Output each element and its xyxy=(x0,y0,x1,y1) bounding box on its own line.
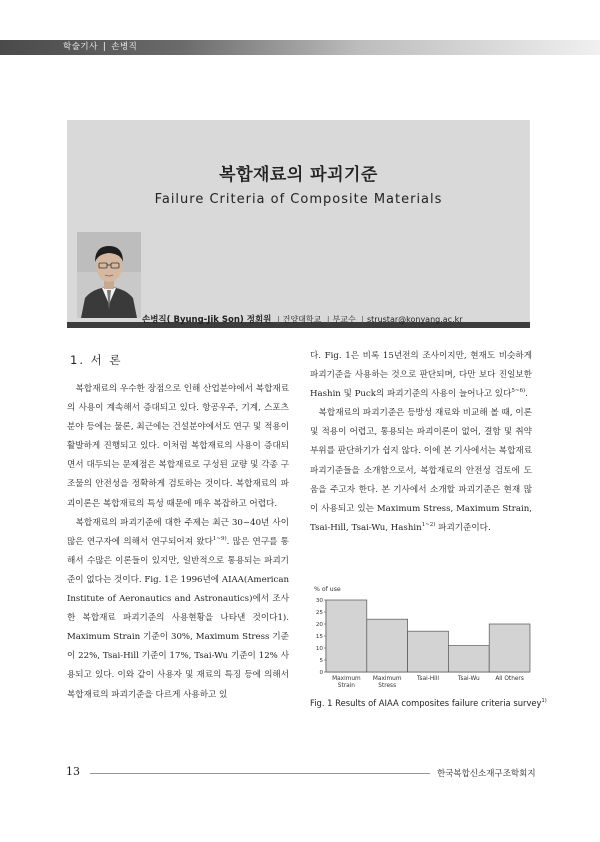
bar xyxy=(489,624,530,672)
author-separator-1: | xyxy=(276,315,280,324)
header-author: 손병직 xyxy=(111,42,138,52)
x-tick-label: Maximum xyxy=(372,676,402,682)
article-title-korean: 복합재료의 파괴기준 xyxy=(219,165,378,185)
figure-caption-citation: 1) xyxy=(541,698,547,705)
author-email: strustar@konyang.ac.kr xyxy=(366,315,463,324)
author-name: 손병직( Byung-Jik Son) 정회원 xyxy=(142,315,272,325)
author-affiliation: 건양대학교 xyxy=(282,315,322,324)
bar xyxy=(367,619,408,672)
author-portrait-image xyxy=(77,232,141,318)
author-info xyxy=(142,313,463,325)
author-photo xyxy=(77,232,141,318)
y-tick-label: 20 xyxy=(315,622,323,628)
right-column xyxy=(310,347,532,538)
left-column xyxy=(67,380,289,705)
y-tick-label: 30 xyxy=(315,598,323,604)
x-tick-label: Tsai-Wu xyxy=(457,676,480,682)
right-paragraph-2-text-b: 파괴기준이다. xyxy=(435,522,491,533)
y-tick-label: 0 xyxy=(319,670,323,676)
figure-caption xyxy=(310,698,547,708)
figure-caption-text: Fig. 1 Results of AIAA composites failure criteria survey xyxy=(310,698,542,708)
right-paragraph-1-text-a: 다. Fig. 1은 비록 15년전의 조사이지만, 현재도 비슷하게 파괴기준을 사용하는 것으로 판단되며, 다만 보다 진일보한 Hashin 및 Puck의 파괴기준의 사용이 늘어나고 있다 xyxy=(310,351,532,400)
x-tick-label: All Others xyxy=(495,676,524,682)
y-axis-label: % of use xyxy=(314,586,341,593)
right-paragraph-2 xyxy=(310,404,532,538)
left-paragraph-1: 복합재료의 우수한 장점으로 인해 산업분야에서 복합재료의 사용이 계속해서 증대되고 있다. 항공우주, 기계, 스포츠 분야 등에는 물론, 최근에는 건설분야에서도 연구 및 적용이 활발하게 진행되고 있다. 이처럼 복합재료의 사용이 증대되면서 대두되는 문제점은 복합재료로 구성된 교량 및 각종 구조물의 안전성을 정확하게 검토하는 것이다. 복합재료의 파괴이론은 복합재료의 특성 때문에 매우 복잡하고 어렵다. xyxy=(67,384,289,509)
bar xyxy=(408,631,449,672)
bar xyxy=(326,600,367,672)
header-category: 학술기사 xyxy=(63,42,98,52)
right-paragraph-1-text-b: . xyxy=(525,389,528,400)
bar xyxy=(448,646,489,672)
x-tick-label: Tsai-Hill xyxy=(416,676,440,682)
y-tick-label: 25 xyxy=(315,610,323,616)
y-tick-label: 5 xyxy=(319,658,323,664)
x-tick-label: Maximum xyxy=(332,676,361,682)
x-tick-label: Strain xyxy=(337,683,355,689)
journal-name: 한국복합신소재구조학회지 xyxy=(437,769,536,779)
article-title-english: Failure Criteria of Composite Materials xyxy=(154,192,443,207)
left-paragraph-2-text-a: 복합재료의 파괴기준에 대한 주제는 최근 30~40년 사이 많은 연구자에 의해서 연구되어져 왔다 xyxy=(67,517,289,547)
left-paragraph-2-citation: 1~9) xyxy=(212,535,227,542)
right-paragraph-2-text-a: 복합재료의 파괴기준은 등방성 재료와 비교해 볼 때, 이론 및 적용이 어렵고, 통용되는 파괴이론이 없어, 결함 및 취약 부위를 판단하기가 쉽지 않다. 이에 본 기사에서는 복합재료 파괴기준들을 소개함으로서, 복합재료의 안전성 검토에 도움을 주고자 한다. 본 기사에서 소개할 파괴기준은 현재 많이 사용되고 있는 Maximum Stress, Maximum Strain, Tsai-Hill, Tsai-Wu, Hashin xyxy=(310,408,532,533)
y-tick-label: 15 xyxy=(315,634,323,640)
y-tick-label: 10 xyxy=(315,646,323,652)
left-paragraph-2 xyxy=(67,514,289,705)
author-separator-2: | xyxy=(326,315,330,324)
page-number: 13 xyxy=(66,765,80,778)
author-separator-3: | xyxy=(361,315,364,324)
right-paragraph-1 xyxy=(310,347,532,404)
right-paragraph-2-citation: 1~2) xyxy=(421,521,436,528)
section-heading: 1. 서 론 xyxy=(70,353,123,367)
header-label xyxy=(63,40,137,55)
right-paragraph-1-citation: 5~6) xyxy=(511,388,526,395)
author-position: 부교수 xyxy=(332,315,356,324)
x-tick-label: Stress xyxy=(378,683,397,689)
failure-criteria-bar-chart xyxy=(312,584,534,696)
left-paragraph-2-text-b: . 많은 연구를 통해서 수많은 이론들이 있지만, 일반적으로 통용되는 파괴기준이 없다는 것이다. Fig. 1은 1996년에 AIAA(American Institute of Aeronautics and Astronautics)에서 조사한 복합재료 파괴기준의 사용현황을 나타낸 것이다1). Maximum Strain 기준이 30%, Maximum Stress 기준이 22%, Tsai-Hill 기준이 17%, Tsai-Wu 기준이 12% 사용되고 있다. 이와 같이 사용자 및 재료의 특징 등에 의해서 복합재료의 파괴기준을 다르게 사용하고 있 xyxy=(67,536,289,700)
footer-divider xyxy=(90,773,430,774)
header-separator: | xyxy=(102,42,107,52)
